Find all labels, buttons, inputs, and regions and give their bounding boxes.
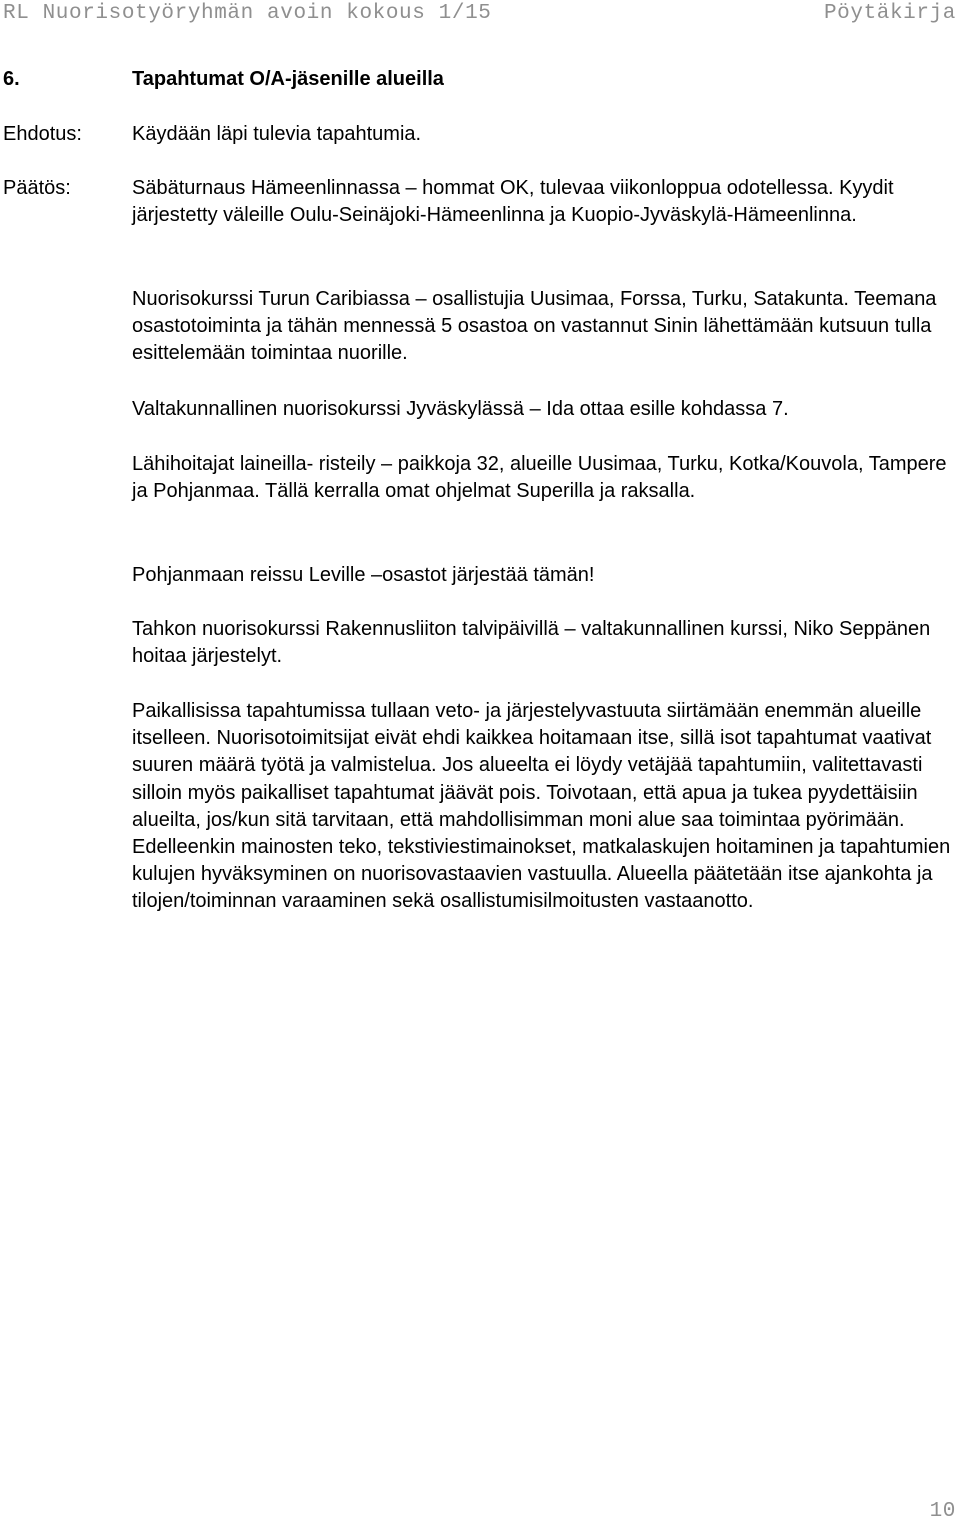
page-number: 10 [929, 1500, 956, 1523]
proposal-text: Käydään läpi tulevia tapahtumia. [132, 123, 422, 145]
section-title: Tapahtumat O/A-jäsenille alueilla [132, 68, 444, 90]
decision-paragraph: Lähihoitajat laineilla- risteily – paikkoja 32, alueille Uusimaa, Turku, Kotka/Kouvola, Tampere ja Pohjanmaa. Tällä kerralla omat ohjelmat Superilla ja raksalla. [132, 453, 947, 503]
decision-paragraph: Paikallisissa tapahtumissa tullaan veto- ja järjestelyvastuuta siirtämään enemmän alueille itselleen. Nuorisotoimitsijat eivät ehdi kaikkea hoitamaan itse, sillä isot tapahtumat vaativat suuren määrä työtä ja valmistelua. Jos alueelta ei löydy vetäjää tapahtumiin, valitettavasti silloin myös paikalliset tapahtumat jäävät pois. Toivotaan, että apua ja tukea pyydettäisiin alueilta, jos/kun sitä tarvitaan, että mahdollisimman moni alue saa toimintaa pyörimään. Edelleenkin mainosten teko, tekstiviestimainokset, matkalaskujen hoitaminen ja tapahtumien kulujen hyväksyminen on nuorisovastaavien vastuulla. Alueella päätetään itse ajankohta ja tilojen/toiminnan varaaminen sekä osallistumisilmoitusten vastaanotto. [132, 700, 951, 913]
decision-paragraph: Tahkon nuorisokurssi Rakennusliiton talvipäivillä – valtakunnallinen kurssi, Niko Seppänen hoitaa järjestelyt. [132, 618, 931, 668]
decision-paragraph: Nuorisokurssi Turun Caribiassa – osallistujia Uusimaa, Forssa, Turku, Satakunta. Teemana osastotoiminta ja tähän mennessä 5 osastoa on vastannut Sinin lähettämään kutsuun tulla esittelemään toimintaa nuorille. [132, 288, 937, 365]
page-header [0, 2, 960, 26]
document-type: Pöytäkirja [823, 2, 956, 25]
decision-paragraph: Säbäturnaus Hämeenlinnassa – hommat OK, tulevaa viikonloppua odotellessa. Kyydit järjestetty väleille Oulu-Seinäjoki-Hämeenlinna ja Kuopio-Jyväskylä-Hämeenlinna. [132, 177, 894, 227]
proposal-label: Ehdotus: [3, 123, 82, 145]
decision-paragraph: Valtakunnallinen nuorisokurssi Jyväskylässä – Ida ottaa esille kohdassa 7. [132, 398, 789, 420]
decision-label: Päätös: [3, 177, 71, 199]
document-title: RL Nuorisotyöryhmän avoin kokous 1/15 [3, 2, 492, 25]
decision-paragraph: Pohjanmaan reissu Leville –osastot järjestää tämän! [132, 564, 595, 586]
section-number: 6. [3, 68, 20, 90]
